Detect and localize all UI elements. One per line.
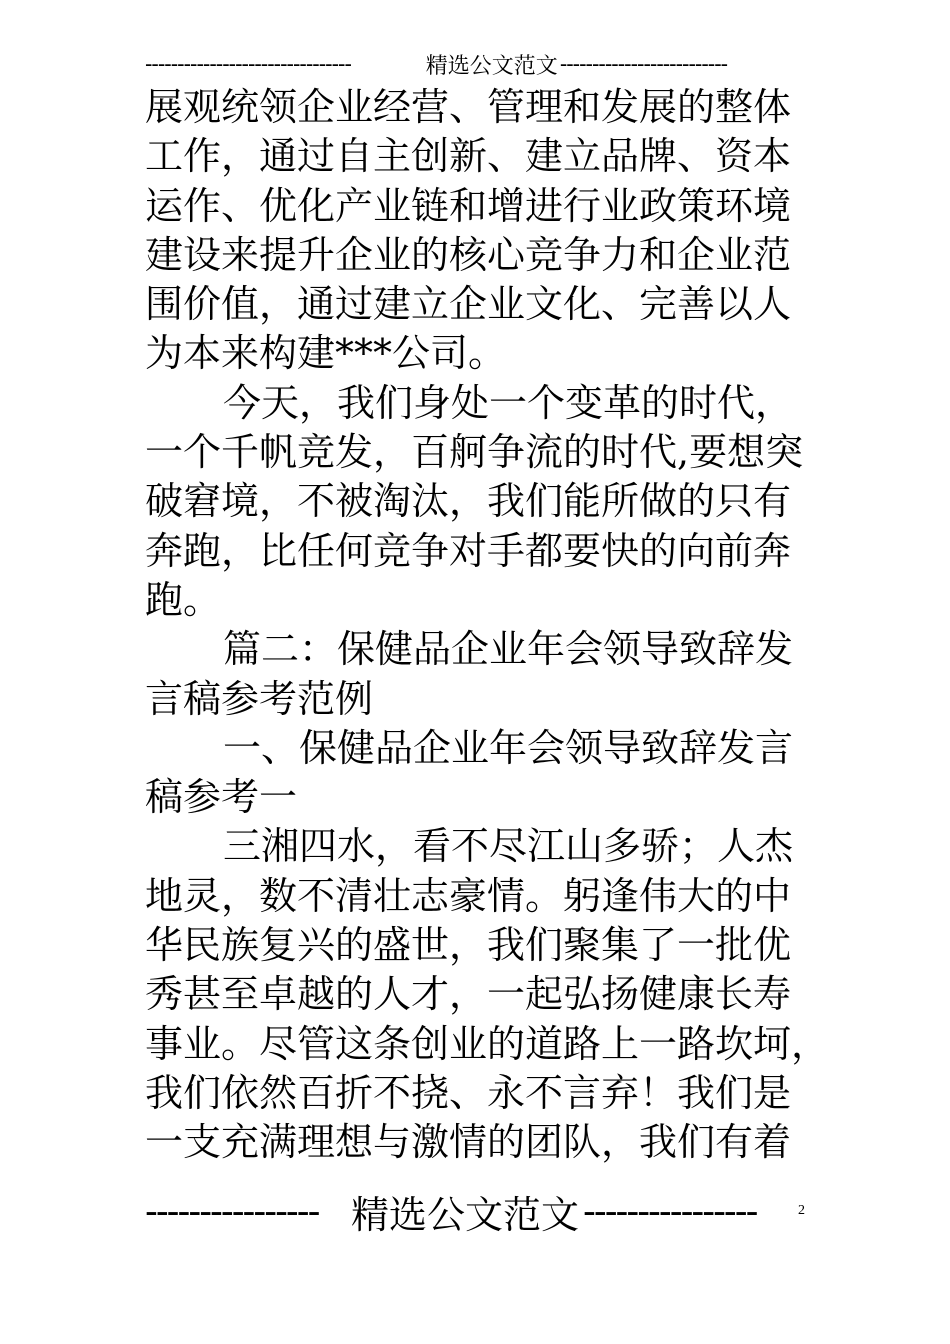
subheading-line: 稿参考一 (145, 775, 298, 820)
text-line: 华民族复兴的盛世，我们聚集了一批优 (145, 923, 792, 968)
text-line: 运作、优化产业链和增进行业政策环境 (145, 183, 792, 228)
section-heading-line: 篇二：保健品企业年会领导致辞发 (223, 627, 794, 672)
section-heading-line: 言稿参考范例 (145, 676, 374, 721)
page-footer (145, 1186, 785, 1236)
text-line: 建设来提升企业的核心竞争力和企业范 (145, 232, 792, 277)
text-line: 工作，通过自主创新、建立品牌、资本 (145, 134, 792, 179)
text-line: 展观统领企业经营、管理和发展的整体 (145, 85, 792, 129)
text-line: 围价值，通过建立企业文化、完善以人 (145, 282, 792, 327)
text-line: 事业。尽管这条创业的道路上一路坎坷， (145, 1021, 830, 1066)
text-line: 秀甚至卓越的人才，一起弘扬健康长寿 (145, 972, 792, 1017)
footer-title: 精选公文范文 (351, 1192, 580, 1236)
subheading-line: 一、保健品企业年会领导致辞发言 (223, 725, 794, 770)
text-line: 为本来构建***公司。 (145, 331, 507, 376)
footer-dashes-left: ---------------- (145, 1189, 319, 1233)
page-number: 2 (798, 1203, 805, 1218)
paragraph-start-line: 今天，我们身处一个变革的时代， (223, 380, 794, 425)
text-line: 地灵，数不清壮志豪情。躬逢伟大的中 (145, 873, 792, 918)
document-body (145, 83, 830, 1168)
text-line: 跑。 (145, 577, 222, 622)
footer-dashes-right: ---------------- (583, 1189, 757, 1233)
header-dashes-right: -------------------------- (559, 51, 728, 77)
text-line: 一个千帆竞发，百舸争流的时代,要想突 (145, 430, 804, 475)
header-dashes-left: -------------------------------- (145, 51, 351, 77)
text-line: 我们依然百折不挠、永不言弃！我们是 (145, 1070, 792, 1115)
paragraph-start-line: 三湘四水，看不尽江山多骄；人杰 (223, 824, 794, 869)
text-line: 破窘境，不被淘汰，我们能所做的只有 (145, 479, 792, 524)
text-line: 奔跑，比任何竞争对手都要快的向前奔 (145, 528, 792, 573)
header-title: 精选公文范文 (425, 53, 558, 79)
page-header (145, 48, 800, 80)
text-line: 一支充满理想与激情的团队，我们有着 (145, 1120, 792, 1165)
